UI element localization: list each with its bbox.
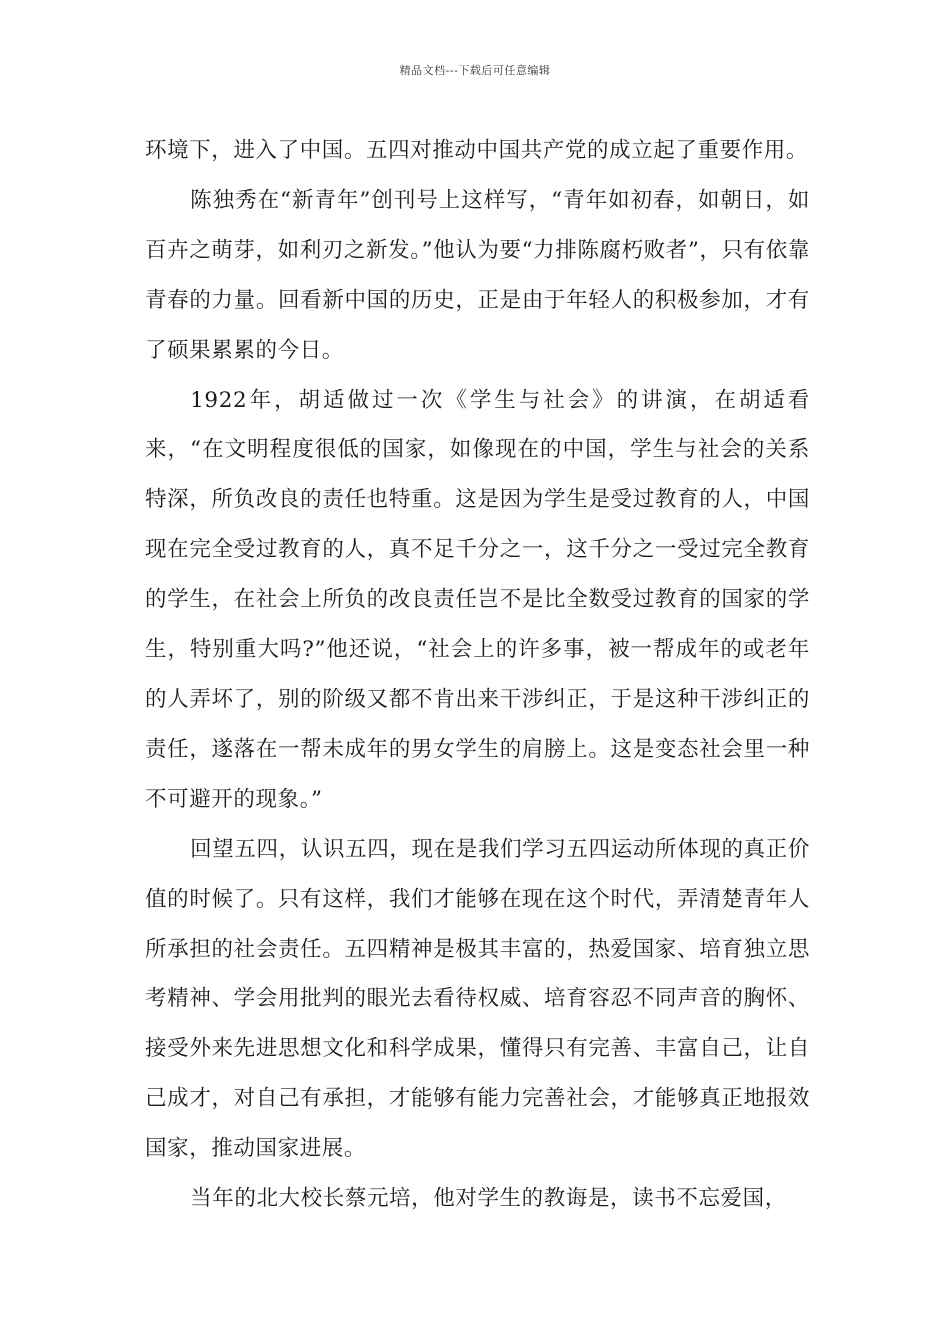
document-body [145,126,810,1224]
paragraph-5: 当年的北大校长蔡元培，他对学生的教诲是，读书不忘爱国， [190,1186,787,1212]
paragraph-3: 1922年，胡适做过一次《学生与社会》的讲演，在胡适看来，“在文明程度很低的国家，如像现在的中国，学生与社会的关系特深，所负改良的责任也特重。这是因为学生是受过教育的人，中国现在完全受过教育的人，真不足千分之一，这千分之一受过完全教育的学生，在社会上所负的改良责任岂不是比全数受过教育的国家的学生，特别重大吗?”他还说，“社会上的许多事，被一帮成年的或老年的人弄坏了，别的阶级又都不肯出来干涉纠正，于是这种干涉纠正的责任，遂落在一帮未成年的男女学生的肩膀上。这是变态社会里一种不可避开的现象。” [145,387,810,812]
paragraph-2: 陈独秀在“新青年”创刊号上这样写，“青年如初春，如朝日，如百卉之萌芽，如利刃之新发。”他认为要“力排陈腐朽败者”，只有依靠青春的力量。回看新中国的历史，正是由于年轻人的积极参加，才有了硕果累累的今日。 [145,187,810,363]
page-header: 精品文档---下载后可任意编辑 [399,64,551,77]
paragraph-4: 回望五四，认识五四，现在是我们学习五四运动所体现的真正价值的时候了。只有这样，我们才能够在现在这个时代，弄清楚青年人所承担的社会责任。五四精神是极其丰富的，热爱国家、培育独立思考精神、学会用批判的眼光去看待权威、培育容忍不同声音的胸怀、接受外来先进思想文化和科学成果，懂得只有完善、丰富自己，让自己成才，对自己有承担，才能够有能力完善社会，才能够真正地报效国家，推动国家进展。 [145,836,810,1162]
paragraph-1: 环境下，进入了中国。五四对推动中国共产党的成立起了重要作用。 [145,138,809,163]
